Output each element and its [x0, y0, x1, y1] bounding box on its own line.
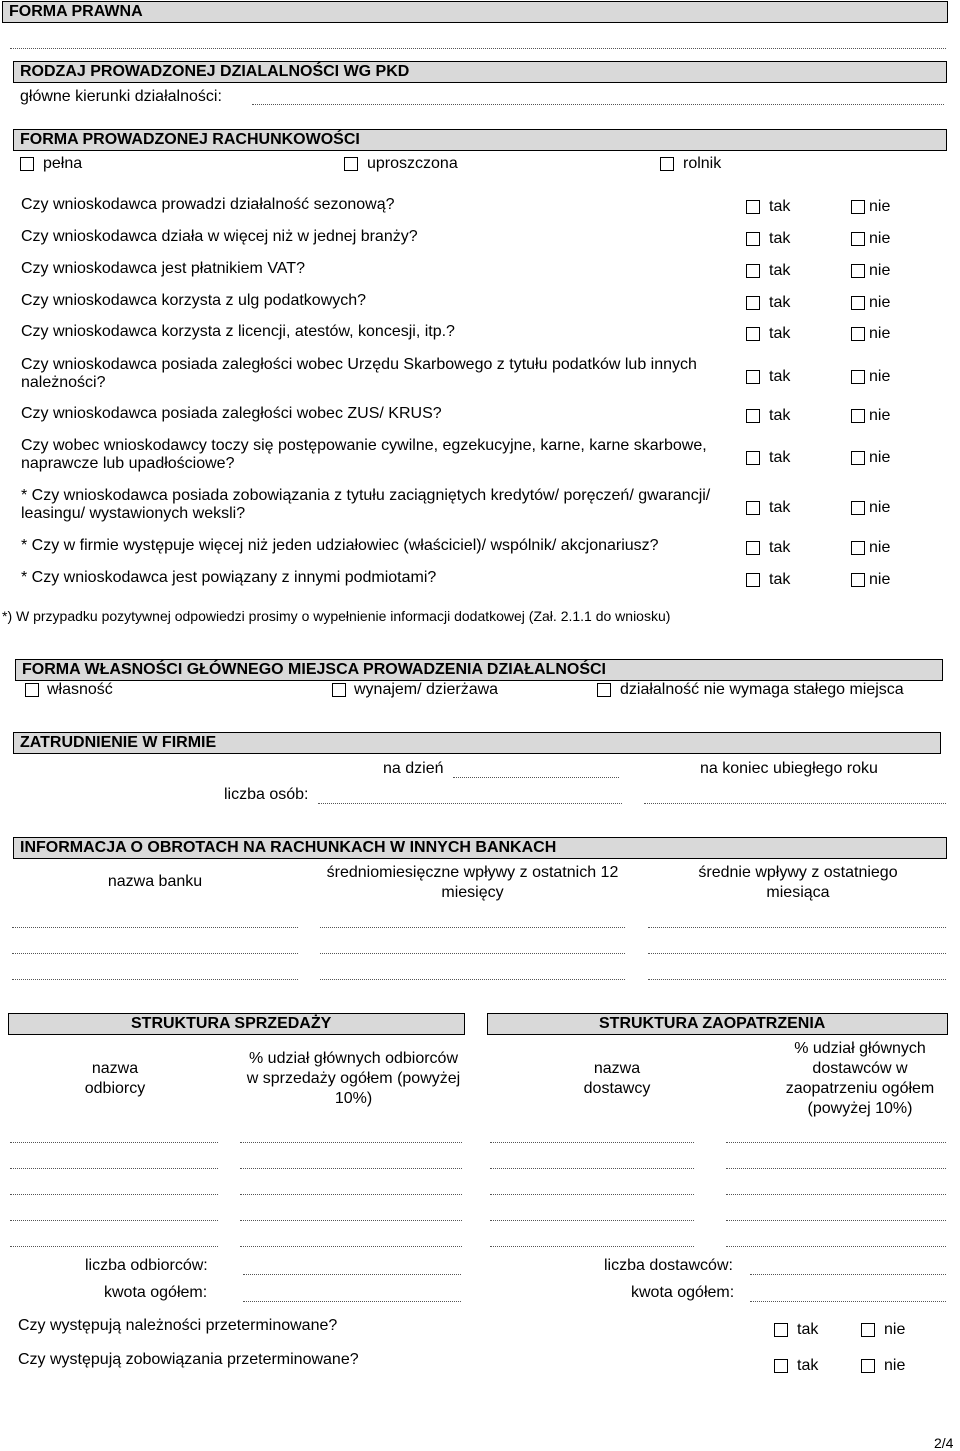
header-rachunkowosc: FORMA PROWADZONEJ RACHUNKOWOŚCI	[13, 129, 947, 151]
tak-label: tak	[769, 499, 791, 516]
struktura-field[interactable]	[240, 1142, 462, 1143]
checkbox-nie[interactable]	[851, 541, 865, 555]
question-text: Czy wobec wnioskodawcy toczy się postępowanie cywilne, egzekucyjne, karne, karne skarbowe, naprawcze lub upadłościowe?	[21, 437, 707, 472]
checkbox-tak[interactable]	[774, 1323, 788, 1337]
nie-label: nie	[869, 325, 891, 342]
tak-label: tak	[769, 262, 791, 279]
nie-label: nie	[884, 1321, 906, 1338]
tak-label: tak	[769, 571, 791, 588]
option-uproszczona: uproszczona	[367, 155, 458, 172]
liczba-osob-field-2[interactable]	[644, 803, 946, 804]
option-wlasnosc: własność	[47, 681, 113, 698]
question-text: Czy wnioskodawca działa w więcej niż w jednej branży?	[21, 228, 418, 245]
checkbox-nie[interactable]	[851, 501, 865, 515]
checkbox-uproszczona[interactable]	[344, 157, 358, 171]
struktura-field[interactable]	[726, 1168, 946, 1169]
checkbox-nie[interactable]	[861, 1359, 875, 1373]
struktura-field[interactable]	[726, 1142, 946, 1143]
bottom-question: Czy występują należności przeterminowane?	[18, 1317, 338, 1334]
checkbox-nie[interactable]	[851, 232, 865, 246]
checkbox-tak[interactable]	[746, 409, 760, 423]
nie-label: nie	[869, 571, 891, 588]
struktura-field[interactable]	[726, 1220, 946, 1221]
question-text: Czy wnioskodawca posiada zaległości wobec Urzędu Skarbowego z tytułu podatków lub innych należności?	[21, 356, 697, 391]
checkbox-tak[interactable]	[746, 573, 760, 587]
question-text: * Czy wnioskodawca posiada zobowiązania z tytułu zaciągniętych kredytów/ poręczeń/ gwarancji/ leasingu/ wystawionych weksli?	[21, 487, 711, 522]
na-dzien-field[interactable]	[453, 777, 619, 778]
obroty-field[interactable]	[648, 953, 946, 954]
nie-label: nie	[869, 368, 891, 385]
checkbox-nie[interactable]	[851, 264, 865, 278]
struktura-field[interactable]	[10, 1142, 218, 1143]
nie-label: nie	[869, 198, 891, 215]
nie-label: nie	[884, 1357, 906, 1374]
checkbox-wynajem[interactable]	[332, 683, 346, 697]
checkbox-wlasnosc[interactable]	[25, 683, 39, 697]
checkbox-tak[interactable]	[746, 370, 760, 384]
option-rolnik: rolnik	[683, 155, 722, 172]
checkbox-nie[interactable]	[851, 370, 865, 384]
question-text: Czy wnioskodawca korzysta z licencji, atestów, koncesji, itp.?	[21, 323, 455, 340]
page-number: 2/4	[934, 1435, 954, 1451]
struktura-field[interactable]	[10, 1194, 218, 1195]
obroty-field[interactable]	[320, 979, 625, 980]
header-zatrudnienie: ZATRUDNIENIE W FIRMIE	[13, 732, 941, 754]
struktura-field[interactable]	[726, 1246, 946, 1247]
struktura-field[interactable]	[10, 1168, 218, 1169]
tak-label: tak	[769, 539, 791, 556]
checkbox-nie[interactable]	[851, 409, 865, 423]
struktura-field[interactable]	[490, 1220, 694, 1221]
header-sprzedaz: STRUKTURA SPRZEDAŻY	[8, 1013, 465, 1035]
nie-label: nie	[869, 294, 891, 311]
tak-label: tak	[769, 449, 791, 466]
nie-label: nie	[869, 407, 891, 424]
checkbox-bez-miejsca[interactable]	[597, 683, 611, 697]
tak-label: tak	[769, 368, 791, 385]
option-pelna: pełna	[43, 155, 83, 172]
zaopatrzenie-kwota-label: kwota ogółem:	[631, 1284, 735, 1301]
struktura-field[interactable]	[726, 1194, 946, 1195]
checkbox-nie[interactable]	[851, 200, 865, 214]
obroty-field[interactable]	[648, 927, 946, 928]
checkbox-tak[interactable]	[746, 451, 760, 465]
na-dzien-label: na dzień	[383, 760, 444, 777]
struktura-field[interactable]	[490, 1168, 694, 1169]
question-text: Czy wnioskodawca prowadzi działalność sezonową?	[21, 196, 395, 213]
sprzedaz-liczba-label: liczba odbiorców:	[85, 1257, 208, 1274]
obroty-field[interactable]	[648, 979, 946, 980]
forma-prawna-field[interactable]	[10, 48, 946, 49]
obroty-field[interactable]	[320, 927, 625, 928]
checkbox-tak[interactable]	[774, 1359, 788, 1373]
nie-label: nie	[869, 230, 891, 247]
checkbox-nie[interactable]	[851, 327, 865, 341]
struktura-field[interactable]	[490, 1246, 694, 1247]
nie-label: nie	[869, 449, 891, 466]
option-wynajem: wynajem/ dzierżawa	[354, 681, 499, 698]
question-text: * Czy w firmie występuje więcej niż jeden udziałowiec (właściciel)/ wspólnik/ akcjonariusz?	[21, 537, 659, 554]
zaopatrzenie-col-nazwa: nazwa dostawcy	[583, 1060, 651, 1097]
struktura-field[interactable]	[240, 1168, 462, 1169]
obroty-field[interactable]	[12, 979, 298, 980]
sprzedaz-liczba-field[interactable]	[243, 1274, 461, 1275]
obroty-col-srednie: średnie wpływy z ostatniego miesiąca	[698, 864, 898, 901]
sprzedaz-col-udzial: % udział głównych odbiorców w sprzedaży ogółem (powyżej 10%)	[246, 1050, 461, 1107]
tak-label: tak	[769, 325, 791, 342]
checkbox-nie[interactable]	[851, 573, 865, 587]
liczba-osob-label: liczba osób:	[224, 786, 309, 803]
nie-label: nie	[869, 539, 891, 556]
checkbox-pelna[interactable]	[20, 157, 34, 171]
checkbox-nie[interactable]	[851, 296, 865, 310]
tak-label: tak	[797, 1321, 819, 1338]
zaopatrzenie-liczba-label: liczba dostawców:	[604, 1257, 733, 1274]
footnote: *) W przypadku pozytywnej odpowiedzi prosimy o wypełnienie informacji dodatkowej (Zał. 2.1.1 do wniosku)	[2, 608, 671, 624]
tak-label: tak	[769, 407, 791, 424]
option-bez-miejsca: działalność nie wymaga stałego miejsca	[620, 681, 904, 698]
sprzedaz-col-nazwa: nazwa odbiorcy	[84, 1060, 146, 1097]
header-obroty: INFORMACJA O OBROTACH NA RACHUNKACH W INNYCH BANKACH	[13, 837, 947, 859]
tak-label: tak	[769, 198, 791, 215]
nie-label: nie	[869, 499, 891, 516]
liczba-osob-field-1[interactable]	[318, 803, 622, 804]
header-zaopatrzenie: STRUKTURA ZAOPATRZENIA	[487, 1013, 948, 1035]
header-rodzaj-dzialalnosci: RODZAJ PROWADZONEJ DZIALALNOŚCI WG PKD	[13, 61, 947, 83]
struktura-field[interactable]	[10, 1220, 218, 1221]
question-text: * Czy wnioskodawca jest powiązany z innymi podmiotami?	[21, 569, 437, 586]
checkbox-nie[interactable]	[861, 1323, 875, 1337]
sprzedaz-kwota-label: kwota ogółem:	[104, 1284, 208, 1301]
obroty-field[interactable]	[12, 953, 298, 954]
header-wlasnosc: FORMA WŁASNOŚCI GŁÓWNEGO MIEJSCA PROWADZENIA DZIAŁALNOŚCI	[15, 659, 943, 681]
tak-label: tak	[797, 1357, 819, 1374]
tak-label: tak	[769, 294, 791, 311]
checkbox-rolnik[interactable]	[660, 157, 674, 171]
checkbox-tak[interactable]	[746, 501, 760, 515]
na-koniec-label: na koniec ubiegłego roku	[700, 760, 878, 777]
sprzedaz-kwota-field[interactable]	[243, 1301, 461, 1302]
kierunki-label: główne kierunki działalności:	[20, 88, 222, 105]
zaopatrzenie-liczba-field[interactable]	[750, 1274, 946, 1275]
header-forma-prawna: FORMA PRAWNA	[2, 1, 948, 23]
question-text: Czy wnioskodawca korzysta z ulg podatkowych?	[21, 292, 367, 309]
obroty-col-srednio: średniomiesięczne wpływy z ostatnich 12 miesięcy	[326, 864, 619, 901]
checkbox-tak[interactable]	[746, 264, 760, 278]
zaopatrzenie-col-udzial: % udział głównych dostawców w zaopatrzeniu ogółem (powyżej 10%)	[785, 1040, 935, 1117]
checkbox-tak[interactable]	[746, 296, 760, 310]
bottom-question: Czy występują zobowiązania przeterminowane?	[18, 1351, 359, 1368]
struktura-field[interactable]	[240, 1194, 462, 1195]
zaopatrzenie-kwota-field[interactable]	[750, 1301, 946, 1302]
struktura-field[interactable]	[240, 1246, 462, 1247]
checkbox-tak[interactable]	[746, 200, 760, 214]
struktura-field[interactable]	[490, 1194, 694, 1195]
nie-label: nie	[869, 262, 891, 279]
checkbox-tak[interactable]	[746, 327, 760, 341]
checkbox-tak[interactable]	[746, 232, 760, 246]
checkbox-nie[interactable]	[851, 451, 865, 465]
obroty-field[interactable]	[320, 953, 625, 954]
struktura-field[interactable]	[240, 1220, 462, 1221]
struktura-field[interactable]	[10, 1246, 218, 1247]
struktura-field[interactable]	[490, 1142, 694, 1143]
obroty-col-nazwa-banku: nazwa banku	[107, 873, 203, 890]
question-text: Czy wnioskodawca jest płatnikiem VAT?	[21, 260, 305, 277]
obroty-field[interactable]	[12, 927, 298, 928]
checkbox-tak[interactable]	[746, 541, 760, 555]
kierunki-field[interactable]	[252, 104, 944, 105]
question-text: Czy wnioskodawca posiada zaległości wobec ZUS/ KRUS?	[21, 405, 442, 422]
tak-label: tak	[769, 230, 791, 247]
